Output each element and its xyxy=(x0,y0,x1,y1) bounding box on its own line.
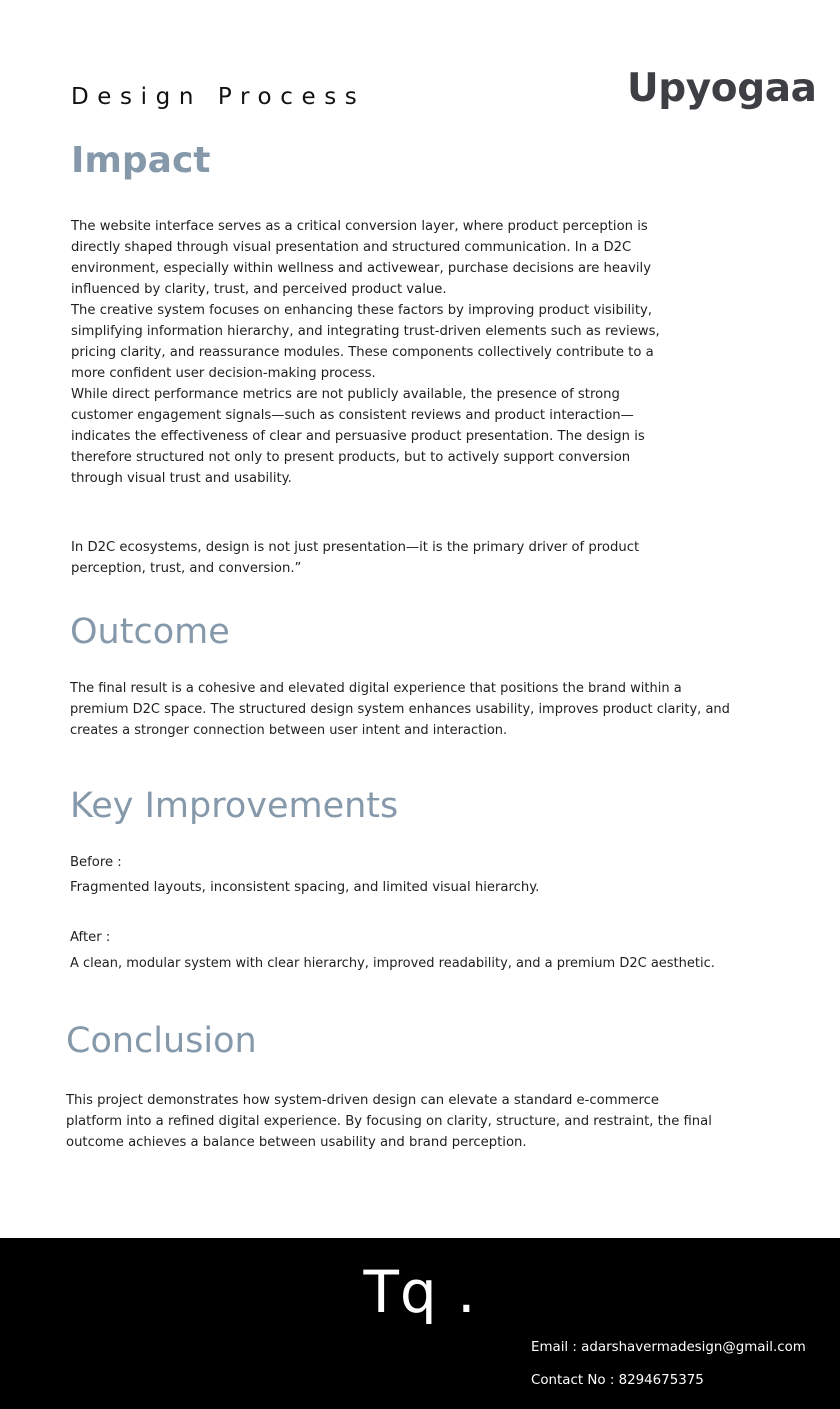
quote-line: perception, trust, and conversion.” xyxy=(71,561,302,576)
impact-paragraph xyxy=(71,216,660,489)
impact-line: directly shaped through visual presentation and structured communication. In a D2C xyxy=(71,240,632,255)
contact-number-text[interactable]: Contact No : 8294675375 xyxy=(531,1373,704,1388)
conclusion-line: platform into a refined digital experience. By focusing on clarity, structure, and restraint, the final xyxy=(66,1114,712,1129)
impact-line: more confident user decision-making process. xyxy=(71,366,376,381)
after-text: A clean, modular system with clear hierarchy, improved readability, and a premium D2C aesthetic. xyxy=(70,956,715,971)
quote-line: In D2C ecosystems, design is not just presentation—it is the primary driver of product xyxy=(71,540,640,555)
email-text[interactable]: Email : adarshavermadesign@gmail.com xyxy=(531,1340,806,1355)
outcome-line: premium D2C space. The structured design system enhances usability, improves product clarity, and xyxy=(70,702,730,717)
impact-line: While direct performance metrics are not publicly available, the presence of strong xyxy=(71,387,620,402)
footer xyxy=(0,1238,840,1409)
impact-line: indicates the effectiveness of clear and persuasive product presentation. The design is xyxy=(71,429,645,444)
impact-line: The creative system focuses on enhancing these factors by improving product visibility, xyxy=(71,303,652,318)
outcome-paragraph xyxy=(70,678,730,741)
impact-line: environment, especially within wellness and activewear, purchase decisions are heavily xyxy=(71,261,652,276)
conclusion-paragraph xyxy=(66,1090,712,1153)
impact-line: The website interface serves as a critical conversion layer, where product perception is xyxy=(71,219,648,234)
outcome-line: creates a stronger connection between user intent and interaction. xyxy=(70,723,508,738)
before-label: Before : xyxy=(70,855,122,870)
impact-heading: Impact xyxy=(71,140,211,181)
conclusion-heading: Conclusion xyxy=(66,1021,257,1061)
page-section-label: Design Process xyxy=(71,84,366,110)
outcome-line: The final result is a cohesive and elevated digital experience that positions the brand within a xyxy=(70,681,682,696)
impact-line: customer engagement signals—such as consistent reviews and product interaction— xyxy=(71,408,634,423)
impact-line: therefore structured not only to present products, but to actively support conversion xyxy=(71,450,631,465)
impact-line: through visual trust and usability. xyxy=(71,471,292,486)
brand-logo: Upyogaa xyxy=(627,66,817,111)
before-text: Fragmented layouts, inconsistent spacing, and limited visual hierarchy. xyxy=(70,880,540,895)
conclusion-line: outcome achieves a balance between usability and brand perception. xyxy=(66,1135,527,1150)
after-label: After : xyxy=(70,930,111,945)
thank-you-text: Tq . xyxy=(363,1258,477,1326)
impact-quote xyxy=(71,537,639,579)
impact-line: pricing clarity, and reassurance modules. These components collectively contribute to a xyxy=(71,345,654,360)
conclusion-line: This project demonstrates how system-driven design can elevate a standard e-commerce xyxy=(66,1093,660,1108)
impact-line: simplifying information hierarchy, and integrating trust-driven elements such as reviews, xyxy=(71,324,660,339)
key-improvements-heading: Key Improvements xyxy=(70,786,399,826)
outcome-heading: Outcome xyxy=(70,612,230,652)
impact-line: influenced by clarity, trust, and perceived product value. xyxy=(71,282,447,297)
